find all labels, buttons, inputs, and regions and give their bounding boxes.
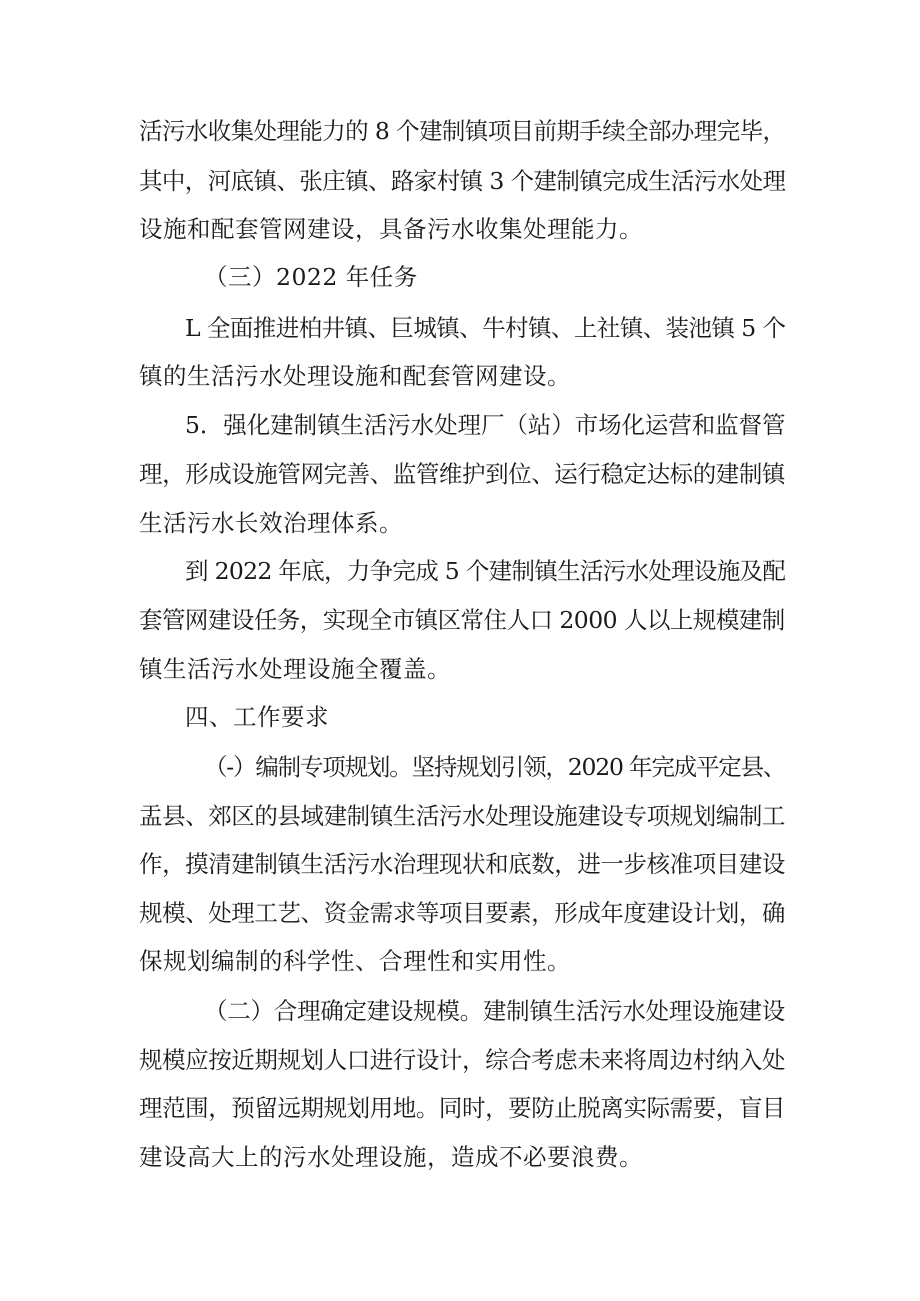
text-line: 保规划编制的科学性、合理性和实用性。 [139,947,571,975]
text-line: 设施和配套管网建设，具备污水收集处理能力。 [139,215,643,243]
text-line: （-）编制专项规划。坚持规划引领，2020 年完成平定县、 [204,753,786,781]
text-line: L 全面推进柏井镇、巨城镇、牛村镇、上社镇、装池镇 5 个 [185,314,786,342]
text-line: 5．强化建制镇生活污水处理厂（站）市场化运营和监督管 [185,411,786,439]
text-line: 活污水收集处理能力的 8 个建制镇项目前期手续全部办理完毕， [139,117,786,145]
text-line: 其中，河底镇、张庄镇、路家村镇 3 个建制镇完成生活污水处理 [139,167,786,195]
text-line: 建设高大上的污水处理设施，造成不必要浪费。 [139,1143,643,1171]
text-line: 到 2022 年底，力争完成 5 个建制镇生活污水处理设施及配 [185,557,786,585]
text-line: 规模、处理工艺、资金需求等项目要素，形成年度建设计划，确 [139,899,785,927]
text-line: 镇的生活污水处理设施和配套管网建设。 [139,362,571,390]
text-line: 盂县、郊区的县域建制镇生活污水处理设施建设专项规划编制工 [139,802,785,830]
text-line: 套管网建设任务，实现全市镇区常住人口 2000 人以上规模建制 [139,606,785,634]
text-line: 理，形成设施管网完善、监管维护到位、运行稳定达标的建制镇 [139,460,785,488]
text-line: 理范围，预留远期规划用地。同时，要防止脱离实际需要，盲目 [139,1094,785,1122]
text-line: （二）合理确定建设规模。建制镇生活污水处理设施建设 [204,997,785,1025]
section-heading: （三）2022 年任务 [204,263,418,291]
text-line: 镇生活污水处理设施全覆盖。 [139,655,451,683]
text-line: 作，摸清建制镇生活污水治理现状和底数，进一步核准项目建设 [139,850,785,878]
text-line: 生活污水长效治理体系。 [139,509,403,537]
section-heading: 四、工作要求 [185,703,329,731]
text-line: 规模应按近期规划人口进行设计，综合考虑未来将周边村纳入处 [139,1046,785,1074]
